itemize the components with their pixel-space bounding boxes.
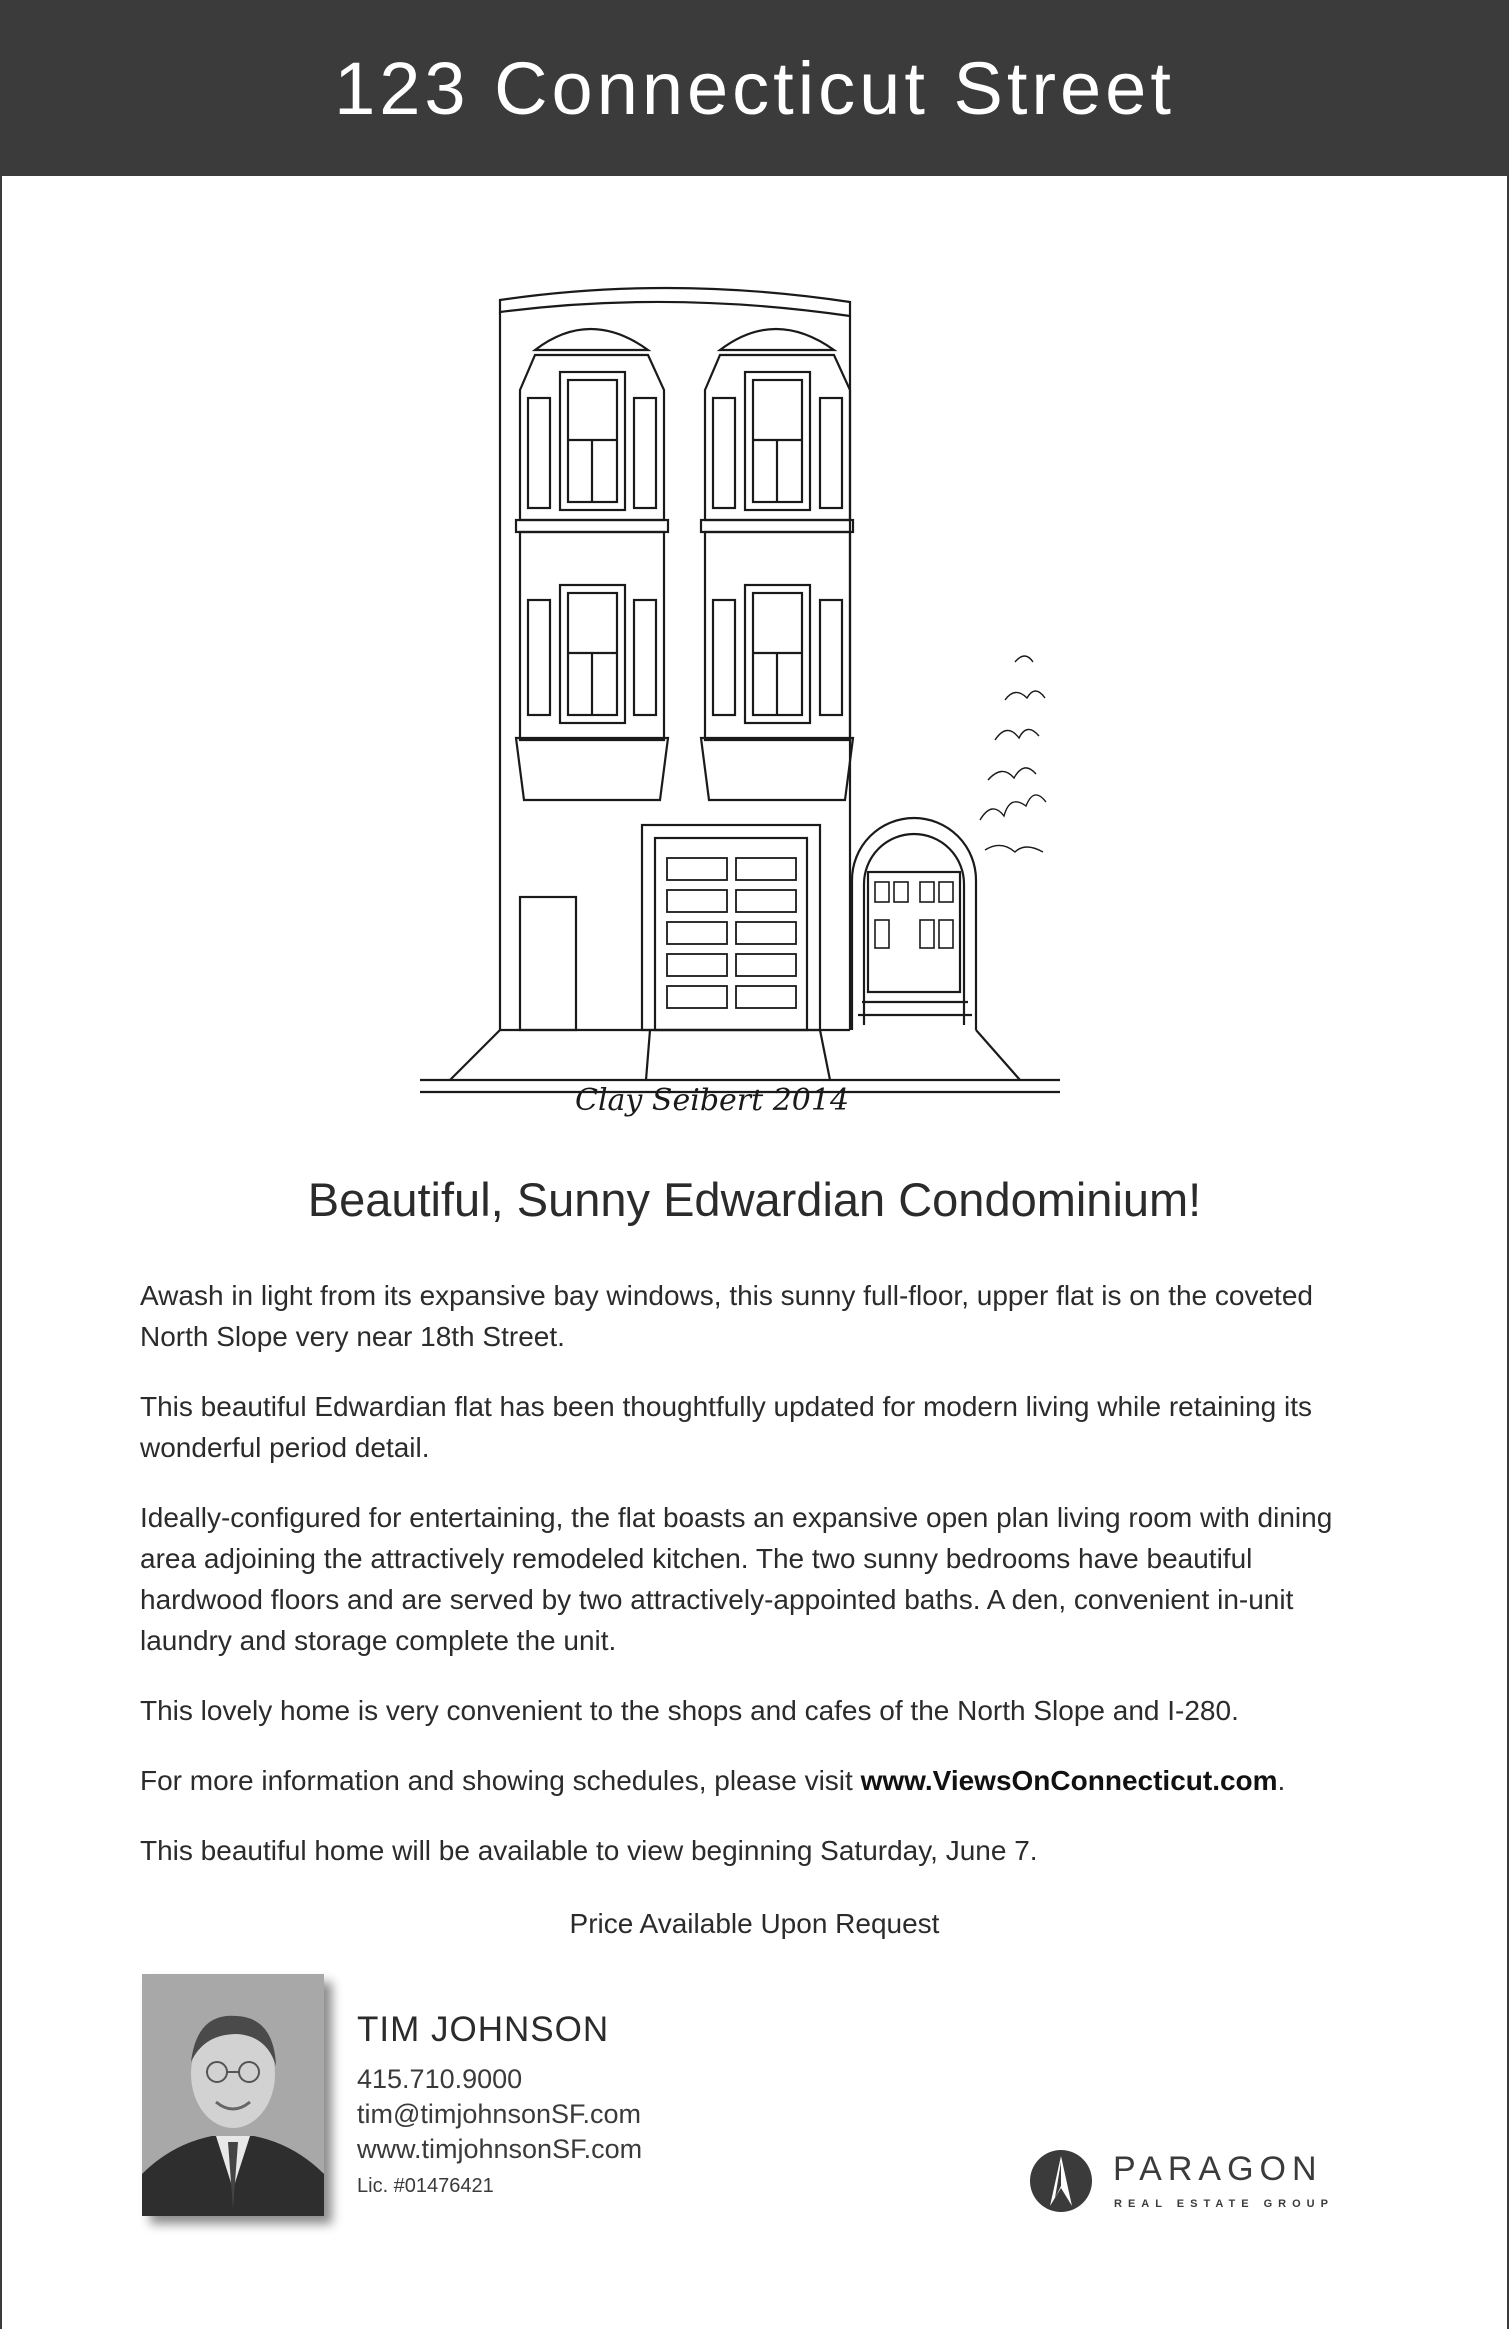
description-paragraph: Awash in light from its expansive bay windows, this sunny full-floor, upper flat is on the coveted North Slope very near 18th Street. (140, 1280, 1313, 1352)
availability-paragraph: This beautiful home will be available to view beginning Saturday, June 7. (140, 1835, 1038, 1866)
description-paragraph: Ideally-configured for entertaining, the flat boasts an expansive open plan living room with dining area adjoining the attractively remodeled kitchen. The two sunny bedrooms have beautiful hardwood floors and are served by two attractively-appointed baths. A den, convenient in-unit laundry and storage complete the unit. (140, 1502, 1333, 1656)
property-address: 123 Connecticut Street (334, 46, 1175, 130)
agent-name: TIM JOHNSON (357, 2010, 610, 2049)
info-paragraph (140, 1760, 1370, 1801)
header-banner (0, 0, 1509, 176)
agent-email[interactable]: tim@timjohnsonSF.com (357, 2099, 641, 2129)
listing-description (140, 1275, 1370, 1900)
paragon-logo (1028, 2148, 1368, 2214)
agent-contact (357, 2010, 642, 2203)
agent-photo (142, 1974, 324, 2216)
info-suffix: . (1277, 1765, 1286, 1796)
brand-name: PARAGON (1113, 2150, 1323, 2188)
svg-text:Clay Seibert 2014: Clay Seibert 2014 (575, 1083, 850, 1118)
listing-headline: Beautiful, Sunny Edwardian Condominium! (307, 1173, 1202, 1226)
brand-tagline: REAL ESTATE GROUP (1114, 2198, 1334, 2210)
description-paragraph: This lovely home is very convenient to the shops and cafes of the North Slope and I-280. (140, 1695, 1239, 1726)
agent-portrait (142, 1974, 324, 2216)
agent-license: Lic. #01476421 (357, 2175, 494, 2197)
compass-icon (1028, 2148, 1094, 2214)
agent-website[interactable]: www.timjohnsonSF.com (357, 2134, 643, 2164)
building-illustration (420, 280, 1100, 1140)
description-paragraph: This beautiful Edwardian flat has been thoughtfully updated for modern living while retaining its wonderful period detail. (140, 1391, 1313, 1463)
listing-website-link[interactable]: www.ViewsOnConnecticut.com (860, 1765, 1278, 1796)
agent-phone: 415.710.9000 (357, 2064, 523, 2094)
info-prefix: For more information and showing schedules, please visit (140, 1765, 861, 1796)
price-note: Price Available Upon Request (569, 1908, 940, 1939)
